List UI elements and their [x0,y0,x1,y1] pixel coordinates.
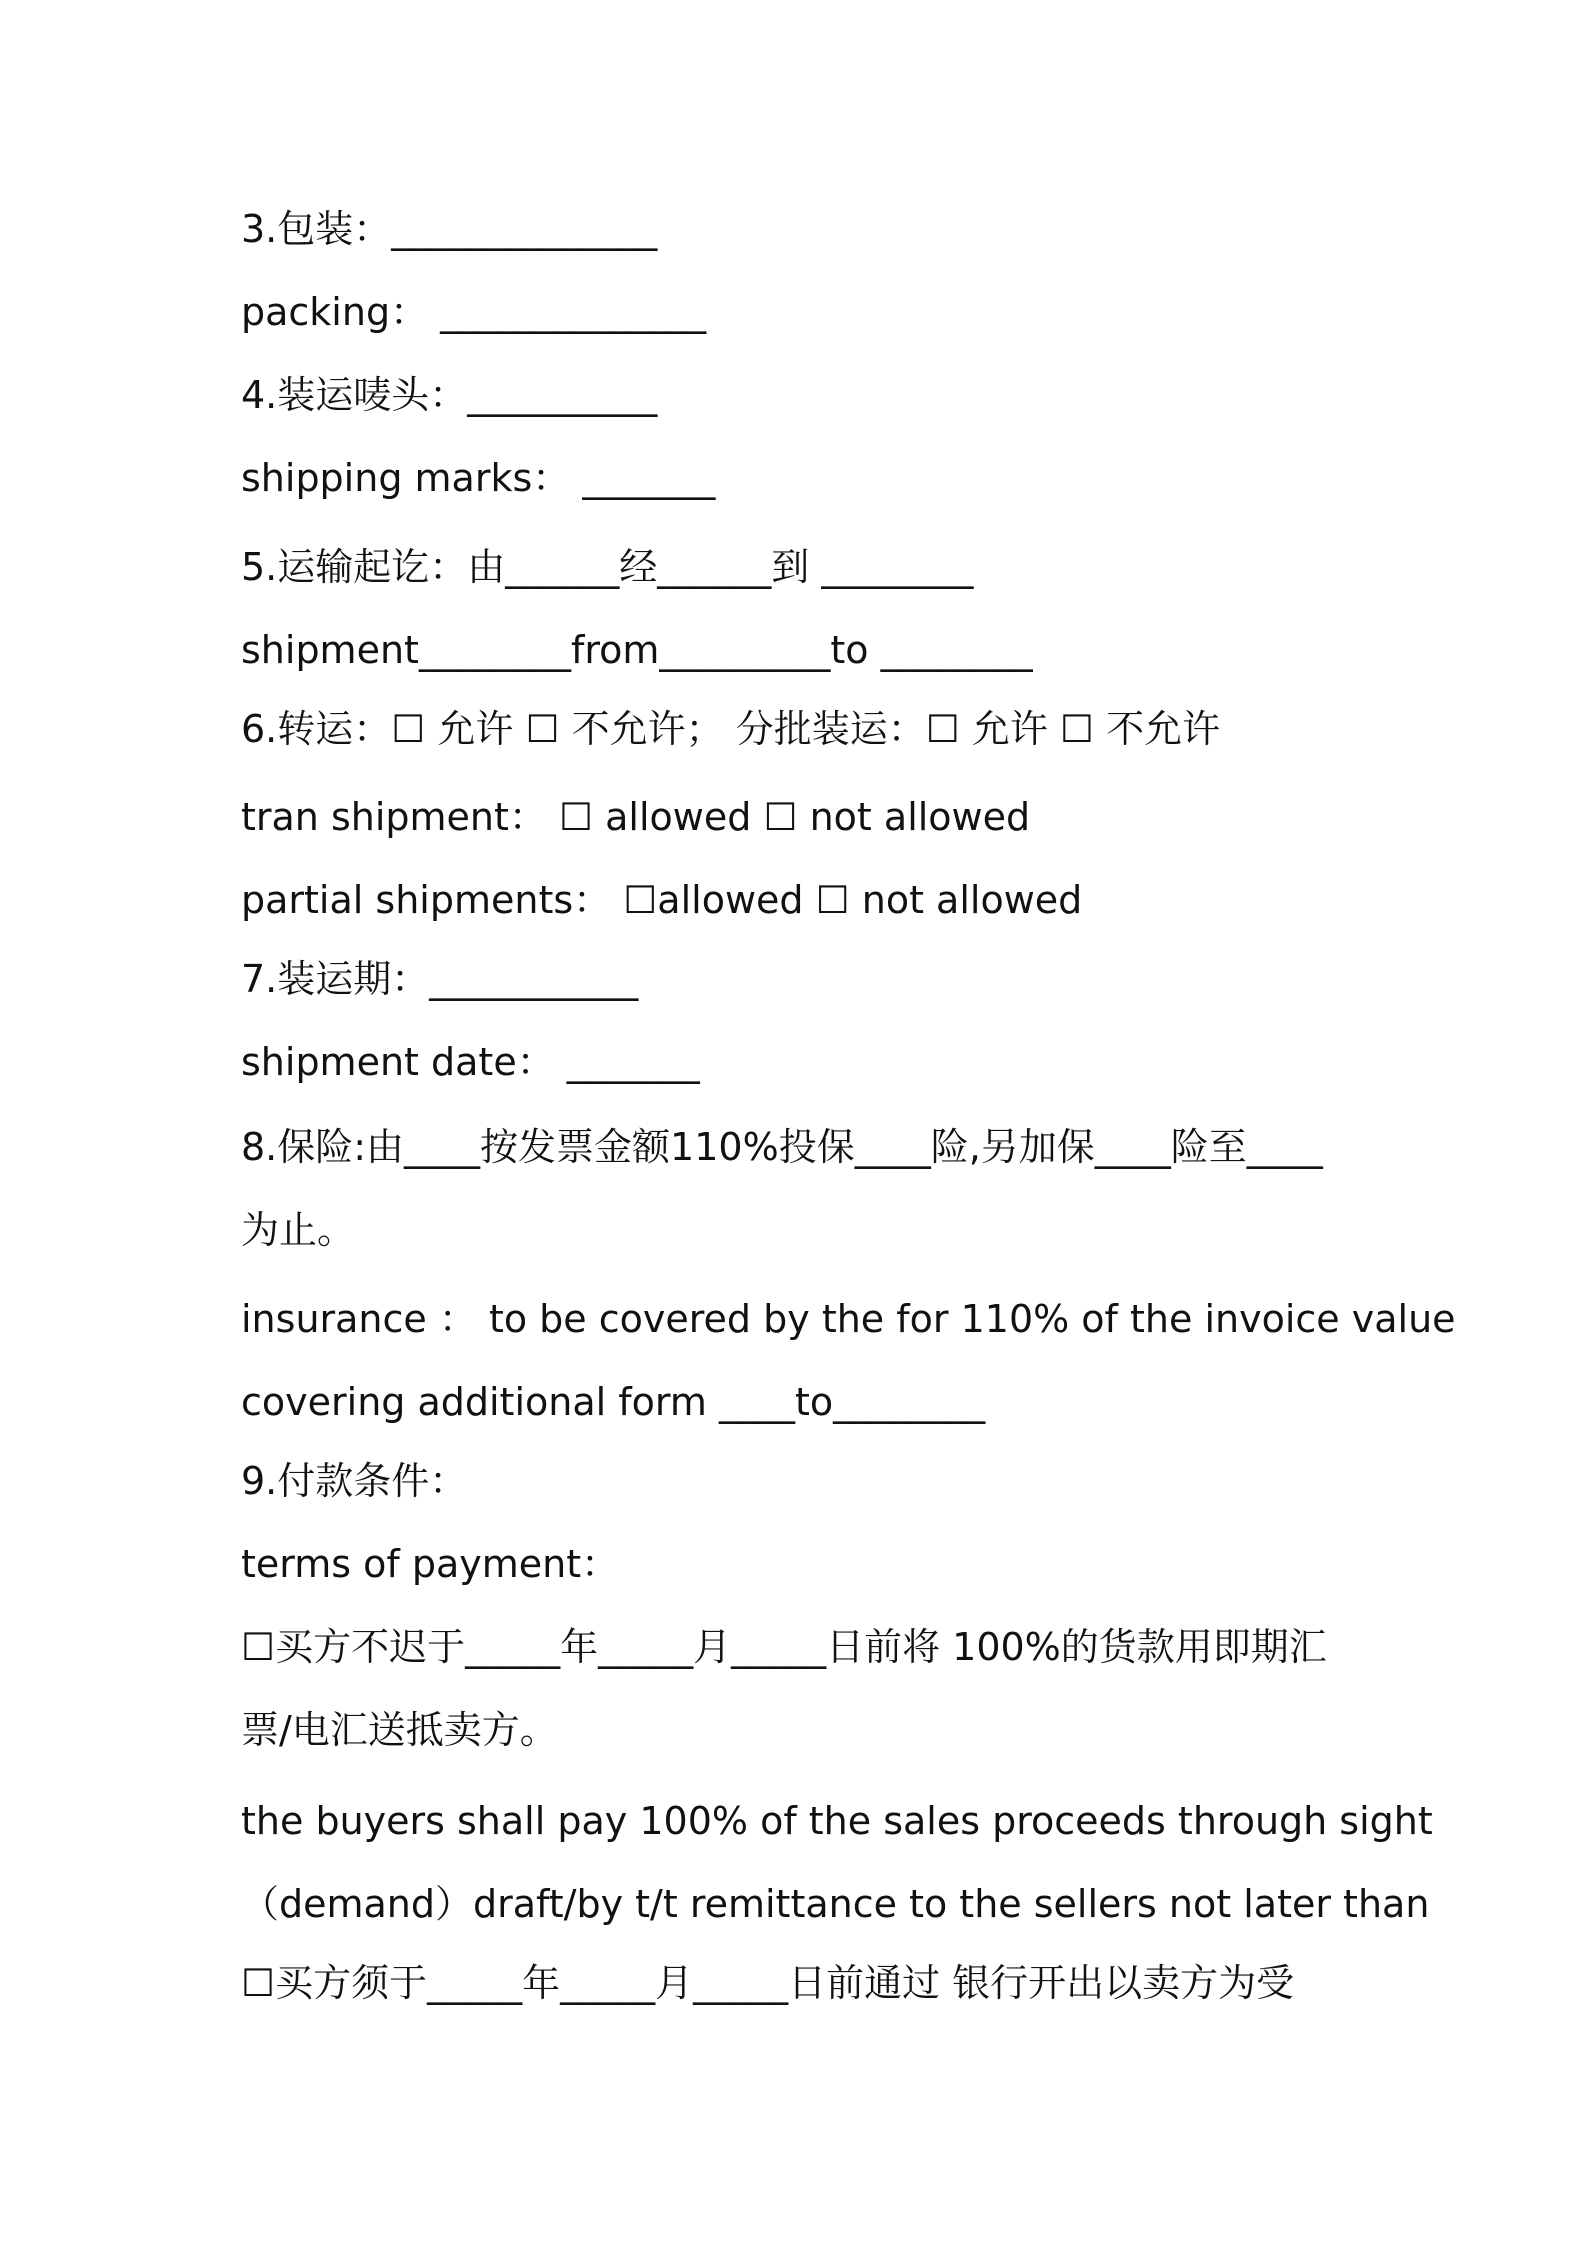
payment-terms-label-cn: 9.付款条件： [241,1459,468,1503]
packing-label-en: packing： ______________ [241,290,707,334]
insurance-clause-en: insurance ： to be covered by the for 110% of the invoice value [241,1297,1456,1341]
shipping-marks-label-en: shipping marks： _______ [241,456,716,500]
payment-terms-label-en: terms of payment： [241,1542,620,1586]
shipment-date-label-cn: 7.装运期：___________ [241,957,639,1001]
payment-option-1-en: the buyers shall pay 100% of the sales proceeds through sight [241,1799,1433,1843]
insurance-clause-cn: 8.保险:由____按发票金额110%投保____险,另加保____险至____ [241,1125,1323,1169]
transshipment-options-cn: 6.转运：☐ 允许 ☐ 不允许； 分批装运：☐ 允许 ☐ 不允许 [241,707,1221,751]
insurance-clause-en-continued: covering additional form ____to________ [241,1380,986,1424]
shipping-marks-label-cn: 4.装运唛头：__________ [241,373,658,417]
shipment-date-label-en: shipment date： _______ [241,1040,700,1084]
payment-option-2-cn: ☐买方须于_____年_____月_____日前通过 银行开出以卖方为受 [241,1961,1295,2005]
transport-route-cn: 5.运输起讫：由______经______到 ________ [241,545,974,589]
partial-shipment-options-en: partial shipments： ☐allowed ☐ not allowed [241,878,1083,922]
insurance-clause-cn-end: 为止。 [241,1208,356,1252]
packing-label-cn: 3.包装：______________ [241,207,658,251]
transshipment-options-en: tran shipment： ☐ allowed ☐ not allowed [241,795,1031,839]
payment-option-1-cn-end: 票/电汇送抵卖方。 [241,1708,558,1752]
transport-route-en: shipment________from_________to ________ [241,628,1033,672]
payment-option-1-cn: ☐买方不迟于_____年_____月_____日前将 100%的货款用即期汇 [241,1625,1327,1669]
payment-option-1-en-continued: （demand）draft/by t/t remittance to the sellers not later than [241,1882,1430,1926]
